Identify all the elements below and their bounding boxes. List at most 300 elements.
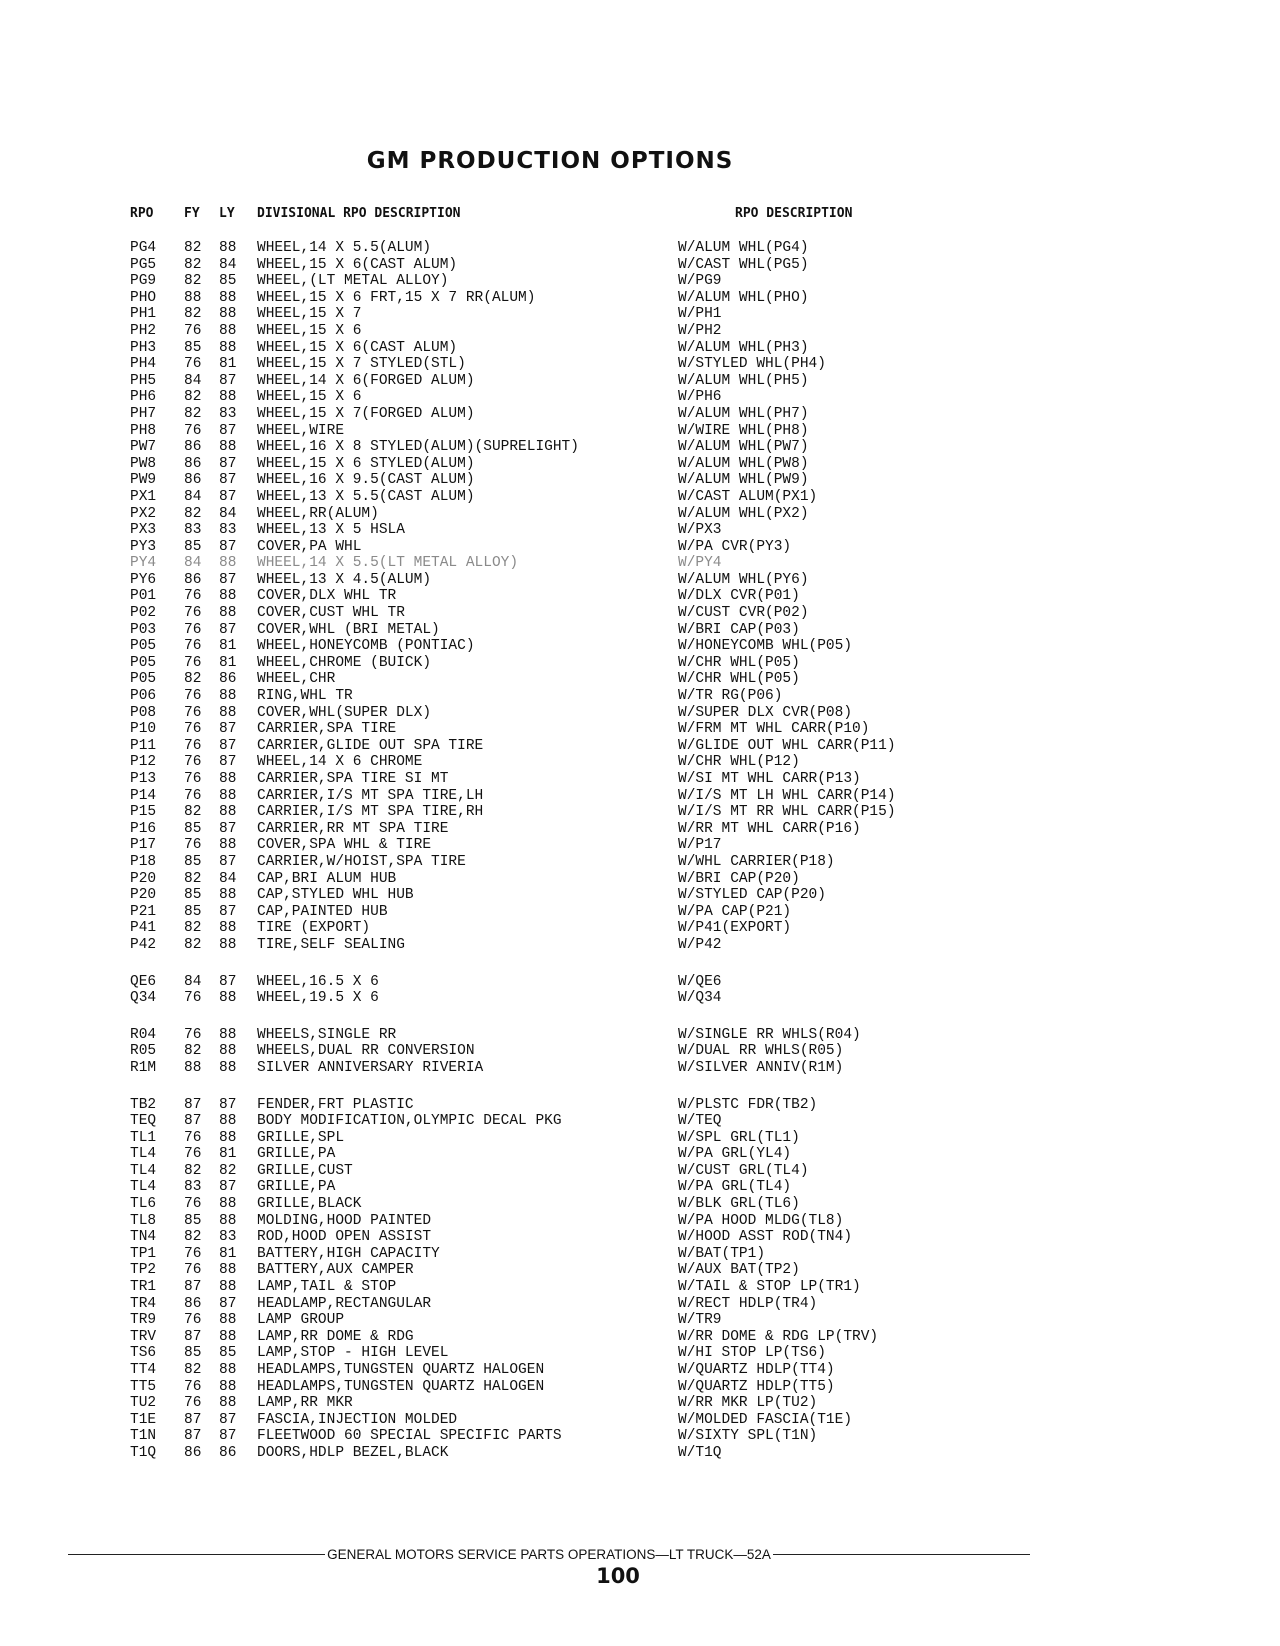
cell-rpo: PX3 (130, 522, 157, 539)
cell-rpo-description: W/SI MT WHL CARR(P13) (678, 771, 861, 787)
cell-rpo: P05 (130, 638, 157, 655)
cell-fy: 76 (184, 1378, 202, 1395)
cell-ly: 88 (219, 920, 237, 937)
cell-fy: 87 (184, 1279, 202, 1296)
cell-ly: 87 (219, 571, 237, 588)
cell-fy: 86 (184, 1444, 202, 1461)
cell-fy: 76 (184, 1026, 202, 1043)
footer-rule-right (773, 1554, 1030, 1555)
cell-rpo-description: W/CHR WHL(P05) (678, 671, 800, 688)
table-row (0, 1279, 1280, 1296)
cell-rpo-description: W/BRI CAP(P03) (678, 621, 800, 638)
cell-rpo: PW9 (130, 472, 157, 489)
cell-ly: 88 (219, 1378, 237, 1395)
cell-rpo-description: W/CAST ALUM(PX1) (678, 488, 818, 505)
cell-rpo: T1N (130, 1428, 157, 1445)
cell-rpo-description: W/WIRE WHL(PH8) (678, 422, 809, 439)
options-table (0, 240, 1280, 1462)
table-row (0, 522, 1280, 539)
cell-rpo-description: W/TEQ (678, 1113, 722, 1130)
cell-divisional-description: CARRIER,SPA TIRE (257, 721, 397, 738)
cell-rpo: P11 (130, 737, 157, 754)
cell-divisional-description: ROD,HOOD OPEN ASSIST (257, 1229, 432, 1246)
cell-divisional-description: BATTERY,AUX CAMPER (257, 1262, 414, 1279)
cell-fy: 85 (184, 903, 202, 920)
table-row (0, 821, 1280, 838)
cell-rpo-description: W/SUPER DLX CVR(P08) (678, 704, 853, 721)
cell-divisional-description: WHEEL,15 X 7 STYLED(STL) (257, 356, 466, 373)
cell-rpo: PG5 (130, 256, 157, 273)
cell-fy: 76 (184, 837, 202, 854)
cell-rpo-description: W/PY4 (678, 555, 722, 572)
cell-fy: 87 (184, 1096, 202, 1113)
table-row (0, 1027, 1280, 1044)
cell-ly: 88 (219, 990, 237, 1007)
cell-fy: 82 (184, 389, 202, 406)
table-row (0, 974, 1280, 991)
cell-rpo: P12 (130, 754, 157, 771)
cell-fy: 85 (184, 1345, 202, 1362)
cell-rpo: P01 (130, 588, 157, 605)
cell-rpo-description: W/I/S MT RR WHL CARR(P15) (678, 804, 896, 821)
cell-fy: 84 (184, 555, 202, 572)
cell-divisional-description: HEADLAMPS,TUNGSTEN QUARTZ HALOGEN (257, 1362, 545, 1378)
table-row (0, 489, 1280, 506)
cell-fy: 86 (184, 1295, 202, 1312)
cell-divisional-description: WHEEL,CHR (257, 671, 336, 688)
cell-fy: 82 (184, 405, 202, 422)
cell-rpo-description: W/PA CAP(P21) (678, 903, 792, 920)
table-row (0, 588, 1280, 605)
table-row (0, 1060, 1280, 1077)
cell-rpo: TU2 (130, 1395, 157, 1412)
cell-rpo-description: W/QE6 (678, 973, 722, 990)
cell-ly: 88 (219, 322, 237, 339)
cell-fy: 82 (184, 273, 202, 290)
cell-rpo-description: W/ALUM WHL(PH5) (678, 372, 809, 389)
cell-divisional-description: WHEEL,16.5 X 6 (257, 973, 379, 990)
cell-rpo: TR1 (130, 1279, 157, 1296)
cell-rpo: PG4 (130, 240, 157, 256)
cell-rpo-description: W/STYLED CAP(P20) (678, 887, 826, 904)
cell-rpo-description: W/SINGLE RR WHLS(R04) (678, 1026, 861, 1043)
table-row (0, 406, 1280, 423)
cell-fy: 76 (184, 771, 202, 787)
cell-ly: 86 (219, 671, 237, 688)
cell-rpo: P42 (130, 936, 157, 953)
cell-divisional-description: WHEEL,16 X 9.5(CAST ALUM) (257, 472, 475, 489)
cell-rpo: TL1 (130, 1129, 157, 1146)
cell-rpo-description: W/T1Q (678, 1444, 722, 1461)
cell-rpo-description: W/AUX BAT(TP2) (678, 1262, 800, 1279)
cell-rpo-description: W/HONEYCOMB WHL(P05) (678, 638, 853, 655)
table-row (0, 1445, 1280, 1462)
cell-fy: 86 (184, 472, 202, 489)
table-row (0, 439, 1280, 456)
table-row (0, 356, 1280, 373)
table-row (0, 1146, 1280, 1163)
cell-divisional-description: WHEEL,14 X 6(FORGED ALUM) (257, 372, 475, 389)
cell-fy: 85 (184, 820, 202, 837)
cell-divisional-description: GRILLE,SPL (257, 1129, 345, 1146)
cell-fy: 86 (184, 439, 202, 456)
cell-rpo: PH1 (130, 306, 157, 323)
cell-divisional-description: WHEEL,15 X 6 STYLED(ALUM) (257, 455, 475, 472)
cell-ly: 87 (219, 488, 237, 505)
cell-rpo: TL8 (130, 1212, 157, 1229)
cell-ly: 88 (219, 1312, 237, 1329)
cell-rpo: TP1 (130, 1245, 157, 1262)
cell-fy: 76 (184, 737, 202, 754)
table-row (0, 920, 1280, 937)
table-row (0, 1163, 1280, 1180)
cell-ly: 88 (219, 787, 237, 804)
cell-rpo: R04 (130, 1026, 157, 1043)
cell-fy: 76 (184, 1395, 202, 1412)
cell-rpo-description: W/PA GRL(TL4) (678, 1179, 792, 1196)
cell-divisional-description: WHEEL,CHROME (BUICK) (257, 654, 432, 671)
cell-fy: 76 (184, 1146, 202, 1163)
table-row (0, 837, 1280, 854)
table-row (0, 1179, 1280, 1196)
cell-rpo-description: W/ALUM WHL(PHO) (678, 289, 809, 306)
cell-ly: 87 (219, 1295, 237, 1312)
cell-divisional-description: CAP,BRI ALUM HUB (257, 870, 397, 887)
cell-ly: 88 (219, 605, 237, 622)
cell-ly: 85 (219, 1345, 237, 1362)
cell-fy: 76 (184, 1312, 202, 1329)
cell-ly: 88 (219, 1328, 237, 1345)
cell-ly: 88 (219, 1212, 237, 1229)
cell-divisional-description: WHEEL,13 X 5 HSLA (257, 522, 405, 539)
cell-ly: 88 (219, 588, 237, 605)
table-row (0, 323, 1280, 340)
table-row (0, 605, 1280, 622)
cell-divisional-description: RING,WHL TR (257, 688, 353, 705)
table-row (0, 1428, 1280, 1445)
cell-rpo-description: W/PA GRL(YL4) (678, 1146, 792, 1163)
cell-fy: 82 (184, 240, 202, 256)
cell-divisional-description: GRILLE,PA (257, 1179, 336, 1196)
cell-fy: 76 (184, 721, 202, 738)
cell-ly: 88 (219, 837, 237, 854)
cell-rpo: TN4 (130, 1229, 157, 1246)
cell-rpo: PY6 (130, 571, 157, 588)
cell-fy: 82 (184, 870, 202, 887)
cell-ly: 84 (219, 505, 237, 522)
cell-divisional-description: WHEELS,DUAL RR CONVERSION (257, 1043, 475, 1060)
cell-ly: 88 (219, 1196, 237, 1213)
cell-ly: 83 (219, 1229, 237, 1246)
cell-ly: 87 (219, 820, 237, 837)
table-row (0, 871, 1280, 888)
cell-rpo: P10 (130, 721, 157, 738)
cell-ly: 88 (219, 704, 237, 721)
cell-fy: 86 (184, 571, 202, 588)
cell-fy: 88 (184, 289, 202, 306)
cell-divisional-description: WHEEL,15 X 6 FRT,15 X 7 RR(ALUM) (257, 289, 536, 306)
cell-ly: 87 (219, 903, 237, 920)
cell-rpo-description: W/SPL GRL(TL1) (678, 1129, 800, 1146)
cell-ly: 81 (219, 1146, 237, 1163)
cell-ly: 87 (219, 1428, 237, 1445)
cell-rpo-description: W/PA HOOD MLDG(TL8) (678, 1212, 844, 1229)
table-row (0, 1213, 1280, 1230)
cell-ly: 88 (219, 240, 237, 256)
cell-rpo-description: W/ALUM WHL(PW9) (678, 472, 809, 489)
table-row (0, 539, 1280, 556)
cell-divisional-description: TIRE (EXPORT) (257, 920, 371, 937)
table-row (0, 788, 1280, 805)
cell-rpo-description: W/P41(EXPORT) (678, 920, 792, 937)
cell-divisional-description: BATTERY,HIGH CAPACITY (257, 1245, 440, 1262)
cell-divisional-description: GRILLE,CUST (257, 1162, 353, 1179)
cell-ly: 88 (219, 1129, 237, 1146)
footer-text: GENERAL MOTORS SERVICE PARTS OPERATIONS—LT TRUCK—52A (327, 1546, 771, 1562)
cell-ly: 87 (219, 1411, 237, 1428)
cell-rpo-description: W/CUST GRL(TL4) (678, 1162, 809, 1179)
cell-rpo-description: W/FRM MT WHL CARR(P10) (678, 721, 870, 738)
page-number: 100 (596, 1564, 640, 1588)
cell-fy: 87 (184, 1411, 202, 1428)
cell-divisional-description: WHEEL,15 X 6 (257, 322, 362, 339)
table-row (0, 688, 1280, 705)
cell-divisional-description: LAMP,RR DOME & RDG (257, 1328, 414, 1345)
cell-rpo: PH4 (130, 356, 157, 373)
cell-ly: 88 (219, 688, 237, 705)
cell-ly: 87 (219, 973, 237, 990)
table-row (0, 1379, 1280, 1396)
cell-fy: 76 (184, 605, 202, 622)
cell-divisional-description: WHEEL,13 X 5.5(CAST ALUM) (257, 488, 475, 505)
cell-rpo-description: W/BLK GRL(TL6) (678, 1196, 800, 1213)
cell-ly: 87 (219, 721, 237, 738)
cell-rpo-description: W/CUST CVR(P02) (678, 605, 809, 622)
cell-divisional-description: CARRIER,RR MT SPA TIRE (257, 820, 449, 837)
cell-rpo: PG9 (130, 273, 157, 290)
cell-rpo-description: W/RR MKR LP(TU2) (678, 1395, 818, 1412)
table-row (0, 456, 1280, 473)
cell-rpo-description: W/PLSTC FDR(TB2) (678, 1096, 818, 1113)
cell-divisional-description: TIRE,SELF SEALING (257, 936, 405, 953)
table-row (0, 273, 1280, 290)
header-ly: LY (219, 206, 235, 221)
cell-fy: 82 (184, 505, 202, 522)
table-row (0, 1412, 1280, 1429)
cell-rpo: P17 (130, 837, 157, 854)
table-row (0, 555, 1280, 572)
cell-ly: 87 (219, 422, 237, 439)
cell-divisional-description: CARRIER,GLIDE OUT SPA TIRE (257, 737, 484, 754)
cell-fy: 85 (184, 853, 202, 870)
cell-rpo: P21 (130, 903, 157, 920)
cell-divisional-description: LAMP,TAIL & STOP (257, 1279, 397, 1296)
cell-ly: 88 (219, 1059, 237, 1076)
cell-ly: 88 (219, 439, 237, 456)
cell-rpo: PW7 (130, 439, 157, 456)
cell-rpo-description: W/WHL CARRIER(P18) (678, 853, 835, 870)
table-row (0, 1229, 1280, 1246)
cell-rpo-description: W/RR MT WHL CARR(P16) (678, 820, 861, 837)
cell-rpo: P08 (130, 704, 157, 721)
table-row (0, 1113, 1280, 1130)
cell-rpo-description: W/BRI CAP(P20) (678, 870, 800, 887)
cell-divisional-description: CARRIER,I/S MT SPA TIRE,LH (257, 787, 484, 804)
cell-ly: 88 (219, 389, 237, 406)
cell-rpo-description: W/P42 (678, 936, 722, 953)
cell-rpo-description: W/ALUM WHL(PG4) (678, 240, 809, 256)
cell-divisional-description: WHEEL,15 X 6 (257, 389, 362, 406)
cell-fy: 85 (184, 887, 202, 904)
cell-fy: 87 (184, 1428, 202, 1445)
header-divisional-description: DIVISIONAL RPO DESCRIPTION (257, 206, 461, 221)
cell-rpo: TL4 (130, 1146, 157, 1163)
cell-ly: 84 (219, 256, 237, 273)
cell-fy: 82 (184, 936, 202, 953)
cell-ly: 87 (219, 472, 237, 489)
cell-ly: 88 (219, 887, 237, 904)
cell-ly: 86 (219, 1444, 237, 1461)
cell-divisional-description: WHEEL,15 X 7(FORGED ALUM) (257, 405, 475, 422)
cell-divisional-description: COVER,PA WHL (257, 538, 362, 555)
cell-ly: 87 (219, 737, 237, 754)
cell-ly: 82 (219, 1162, 237, 1179)
cell-divisional-description: MOLDING,HOOD PAINTED (257, 1212, 432, 1229)
cell-ly: 88 (219, 1279, 237, 1296)
cell-rpo-description: W/PX3 (678, 522, 722, 539)
table-row (0, 854, 1280, 871)
cell-rpo-description: W/SIXTY SPL(T1N) (678, 1428, 818, 1445)
cell-divisional-description: WHEEL,13 X 4.5(ALUM) (257, 571, 432, 588)
cell-ly: 88 (219, 289, 237, 306)
cell-fy: 85 (184, 1212, 202, 1229)
cell-fy: 85 (184, 339, 202, 356)
cell-rpo-description: W/ALUM WHL(PW8) (678, 455, 809, 472)
cell-divisional-description: DOORS,HDLP BEZEL,BLACK (257, 1444, 449, 1461)
cell-rpo-description: W/Q34 (678, 990, 722, 1007)
cell-rpo-description: W/PA CVR(PY3) (678, 538, 792, 555)
cell-ly: 85 (219, 273, 237, 290)
cell-ly: 88 (219, 1362, 237, 1378)
cell-rpo-description: W/CAST WHL(PG5) (678, 256, 809, 273)
cell-divisional-description: CARRIER,I/S MT SPA TIRE,RH (257, 804, 484, 821)
cell-divisional-description: LAMP,STOP - HIGH LEVEL (257, 1345, 449, 1362)
cell-divisional-description: GRILLE,BLACK (257, 1196, 362, 1213)
cell-rpo-description: W/PG9 (678, 273, 722, 290)
cell-rpo-description: W/BAT(TP1) (678, 1245, 766, 1262)
cell-rpo-description: W/PH1 (678, 306, 722, 323)
header-fy: FY (184, 206, 200, 221)
cell-ly: 88 (219, 1113, 237, 1130)
cell-rpo: P20 (130, 887, 157, 904)
cell-fy: 76 (184, 621, 202, 638)
cell-ly: 88 (219, 1026, 237, 1043)
cell-rpo: P05 (130, 654, 157, 671)
cell-fy: 76 (184, 356, 202, 373)
table-row (0, 1345, 1280, 1362)
cell-rpo-description: W/P17 (678, 837, 722, 854)
cell-ly: 87 (219, 1096, 237, 1113)
cell-divisional-description: WHEEL,HONEYCOMB (PONTIAC) (257, 638, 475, 655)
cell-fy: 82 (184, 306, 202, 323)
table-row (0, 1362, 1280, 1379)
table-row (0, 738, 1280, 755)
cell-divisional-description: WHEEL,15 X 6(CAST ALUM) (257, 256, 458, 273)
cell-rpo: PX2 (130, 505, 157, 522)
table-row (0, 655, 1280, 672)
cell-ly: 88 (219, 306, 237, 323)
table-row (0, 1130, 1280, 1147)
cell-divisional-description: WHEEL,14 X 5.5(ALUM) (257, 240, 432, 256)
cell-ly: 81 (219, 356, 237, 373)
cell-divisional-description: WHEEL,14 X 5.5(LT METAL ALLOY) (257, 555, 519, 572)
cell-rpo-description: W/PH6 (678, 389, 722, 406)
cell-rpo-description: W/ALUM WHL(PY6) (678, 571, 809, 588)
cell-rpo-description: W/STYLED WHL(PH4) (678, 356, 826, 373)
cell-fy: 84 (184, 973, 202, 990)
table-row (0, 506, 1280, 523)
cell-rpo: P13 (130, 771, 157, 787)
cell-rpo: PH5 (130, 372, 157, 389)
cell-rpo: TS6 (130, 1345, 157, 1362)
cell-rpo: TT5 (130, 1378, 157, 1395)
table-row (0, 340, 1280, 357)
cell-ly: 87 (219, 372, 237, 389)
cell-divisional-description: GRILLE,PA (257, 1146, 336, 1163)
cell-rpo-description: W/DUAL RR WHLS(R05) (678, 1043, 844, 1060)
cell-rpo-description: W/ALUM WHL(PH7) (678, 405, 809, 422)
cell-ly: 87 (219, 621, 237, 638)
cell-fy: 76 (184, 654, 202, 671)
cell-divisional-description: HEADLAMPS,TUNGSTEN QUARTZ HALOGEN (257, 1378, 545, 1395)
cell-divisional-description: COVER,DLX WHL TR (257, 588, 397, 605)
cell-fy: 82 (184, 1362, 202, 1378)
cell-ly: 88 (219, 1262, 237, 1279)
cell-fy: 83 (184, 522, 202, 539)
cell-rpo: R05 (130, 1043, 157, 1060)
table-row (0, 257, 1280, 274)
cell-divisional-description: WHEELS,SINGLE RR (257, 1026, 397, 1043)
cell-rpo-description: W/GLIDE OUT WHL CARR(P11) (678, 737, 896, 754)
cell-fy: 82 (184, 256, 202, 273)
table-row (0, 306, 1280, 323)
table-row (0, 804, 1280, 821)
cell-fy: 87 (184, 1113, 202, 1130)
cell-ly: 84 (219, 870, 237, 887)
cell-rpo-description: W/HI STOP LP(TS6) (678, 1345, 826, 1362)
table-row (0, 240, 1280, 257)
cell-rpo: T1E (130, 1411, 157, 1428)
cell-fy: 76 (184, 322, 202, 339)
cell-divisional-description: CARRIER,SPA TIRE SI MT (257, 771, 449, 787)
cell-divisional-description: WHEEL,16 X 8 STYLED(ALUM)(SUPRELIGHT) (257, 439, 579, 456)
cell-divisional-description: CARRIER,W/HOIST,SPA TIRE (257, 853, 466, 870)
cell-fy: 82 (184, 804, 202, 821)
cell-rpo: P03 (130, 621, 157, 638)
cell-ly: 87 (219, 455, 237, 472)
page-footer (68, 1544, 1030, 1564)
cell-ly: 83 (219, 522, 237, 539)
cell-rpo: PH6 (130, 389, 157, 406)
cell-rpo: P20 (130, 870, 157, 887)
cell-fy: 76 (184, 638, 202, 655)
table-row (0, 622, 1280, 639)
cell-rpo: TT4 (130, 1362, 157, 1378)
cell-rpo: PHO (130, 289, 157, 306)
cell-ly: 88 (219, 936, 237, 953)
cell-divisional-description: WHEEL,19.5 X 6 (257, 990, 379, 1007)
table-row (0, 937, 1280, 954)
